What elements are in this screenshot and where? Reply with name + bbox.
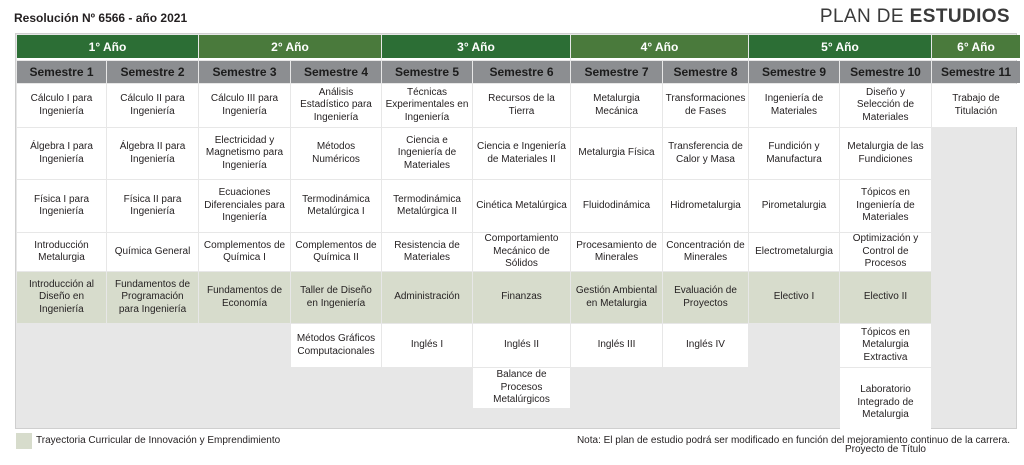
year-header: 3° Año: [382, 35, 570, 60]
course-cell: Inglés II: [473, 324, 570, 367]
course-cell-innovation: Electivo I: [749, 272, 839, 323]
course-cell: Transferencia de Calor y Masa: [663, 128, 748, 179]
course-cell: Complementos de Química II: [291, 233, 381, 271]
course-cell-innovation: Gestión Ambiental en Metalurgia: [571, 272, 662, 323]
course-cell-innovation: Introducción al Diseño en Ingeniería: [17, 272, 106, 323]
semester-header: Semestre 5: [382, 61, 472, 83]
course-cell-innovation: Electivo II: [840, 272, 931, 323]
course-cell: Métodos Gráficos Computacionales: [291, 324, 381, 367]
course-cell: Trabajo de Titulación: [932, 84, 1020, 127]
course-cell: Ingeniería de Materiales: [749, 84, 839, 127]
course-cell: Cálculo I para Ingeniería: [17, 84, 106, 127]
year-header: 5° Año: [749, 35, 931, 60]
course-cell: Electrometalurgia: [749, 233, 839, 271]
course-cell: Álgebra I para Ingeniería: [17, 128, 106, 179]
course-cell: Física II para Ingeniería: [107, 180, 198, 232]
course-cell: Electricidad y Magnetismo para Ingeniería: [199, 128, 290, 179]
year-header: 4° Año: [571, 35, 748, 60]
course-cell: Introducción Metalurgia: [17, 233, 106, 271]
course-cell: Ciencia e Ingeniería de Materiales: [382, 128, 472, 179]
semester-header: Semestre 7: [571, 61, 662, 83]
course-cell: Fundición y Manufactura: [749, 128, 839, 179]
semester-header: Semestre 3: [199, 61, 290, 83]
resolution-label: Resolución Nº 6566 - año 2021: [14, 11, 188, 25]
year-header: 6° Año: [932, 35, 1020, 60]
semester-header: Semestre 9: [749, 61, 839, 83]
course-cell: Cálculo II para Ingeniería: [107, 84, 198, 127]
semester-header: Semestre 1: [17, 61, 106, 83]
plan-title: [820, 6, 1010, 28]
plan-title-bold: ESTUDIOS: [909, 6, 1010, 27]
course-cell: Complementos de Química I: [199, 233, 290, 271]
course-cell-innovation: Taller de Diseño en Ingeniería: [291, 272, 381, 323]
course-cell: Procesamiento de Minerales: [571, 233, 662, 271]
course-cell: Inglés I: [382, 324, 472, 367]
course-cell-innovation: Evaluación de Proyectos: [663, 272, 748, 323]
course-cell-innovation: Fundamentos de Economía: [199, 272, 290, 323]
course-cell-innovation: Administración: [382, 272, 472, 323]
course-cell: Termodinámica Metalúrgica II: [382, 180, 472, 232]
course-cell: Recursos de la Tierra: [473, 84, 570, 127]
course-cell: Laboratorio Integrado de Metalurgia: [840, 368, 931, 438]
course-cell: Optimización y Control de Procesos: [840, 233, 931, 271]
course-cell: Inglés III: [571, 324, 662, 367]
course-cell: Metalurgia de las Fundiciones: [840, 128, 931, 179]
semester-header: Semestre 6: [473, 61, 570, 83]
course-cell: Diseño y Selección de Materiales: [840, 84, 931, 127]
course-cell: Cálculo III para Ingeniería: [199, 84, 290, 127]
course-cell: Proyecto de Título: [840, 439, 931, 461]
semester-header: Semestre 8: [663, 61, 748, 83]
legend-swatch: [16, 433, 32, 449]
course-cell: Comportamiento Mecánico de Sólidos: [473, 233, 570, 271]
course-cell: Análisis Estadístico para Ingeniería: [291, 84, 381, 127]
semester-header: Semestre 4: [291, 61, 381, 83]
course-cell: Física I para Ingeniería: [17, 180, 106, 232]
course-cell: Concentración de Minerales: [663, 233, 748, 271]
course-cell: Métodos Numéricos: [291, 128, 381, 179]
course-cell: Pirometalurgia: [749, 180, 839, 232]
year-header: 2° Año: [199, 35, 381, 60]
course-cell: Hidrometalurgia: [663, 180, 748, 232]
course-cell-innovation: Finanzas: [473, 272, 570, 323]
course-cell: Resistencia de Materiales: [382, 233, 472, 271]
plan-title-light: PLAN DE: [819, 6, 910, 27]
course-cell: Química General: [107, 233, 198, 271]
semester-header: Semestre 10: [840, 61, 931, 83]
year-header: 1° Año: [17, 35, 198, 60]
course-cell: Fluidodinámica: [571, 180, 662, 232]
course-cell: Balance de Procesos Metalúrgicos: [473, 368, 570, 408]
footnote: Nota: El plan de estudio podrá ser modificado en función del mejoramiento continuo de la carrera.: [576, 435, 1010, 446]
semester-header: Semestre 2: [107, 61, 198, 83]
course-cell-innovation: Fundamentos de Programación para Ingeniería: [107, 272, 198, 323]
course-cell: Ecuaciones Diferenciales para Ingeniería: [199, 180, 290, 232]
course-cell: Tópicos en Ingeniería de Materiales: [840, 180, 931, 232]
course-cell: Tópicos en Metalurgia Extractiva: [840, 324, 931, 367]
course-cell: Álgebra II para Ingeniería: [107, 128, 198, 179]
course-cell: Termodinámica Metalúrgica I: [291, 180, 381, 232]
course-cell: Transformaciones de Fases: [663, 84, 748, 127]
course-cell: Técnicas Experimentales en Ingeniería: [382, 84, 472, 127]
course-cell: Ciencia e Ingeniería de Materiales II: [473, 128, 570, 179]
course-cell: Metalurgia Física: [571, 128, 662, 179]
legend-label: Trayectoria Curricular de Innovación y Emprendimiento: [36, 435, 281, 446]
course-cell: Inglés IV: [663, 324, 748, 367]
semester-header: Semestre 11: [932, 61, 1020, 83]
course-cell: Cinética Metalúrgica: [473, 180, 570, 232]
course-cell: Metalurgia Mecánica: [571, 84, 662, 127]
